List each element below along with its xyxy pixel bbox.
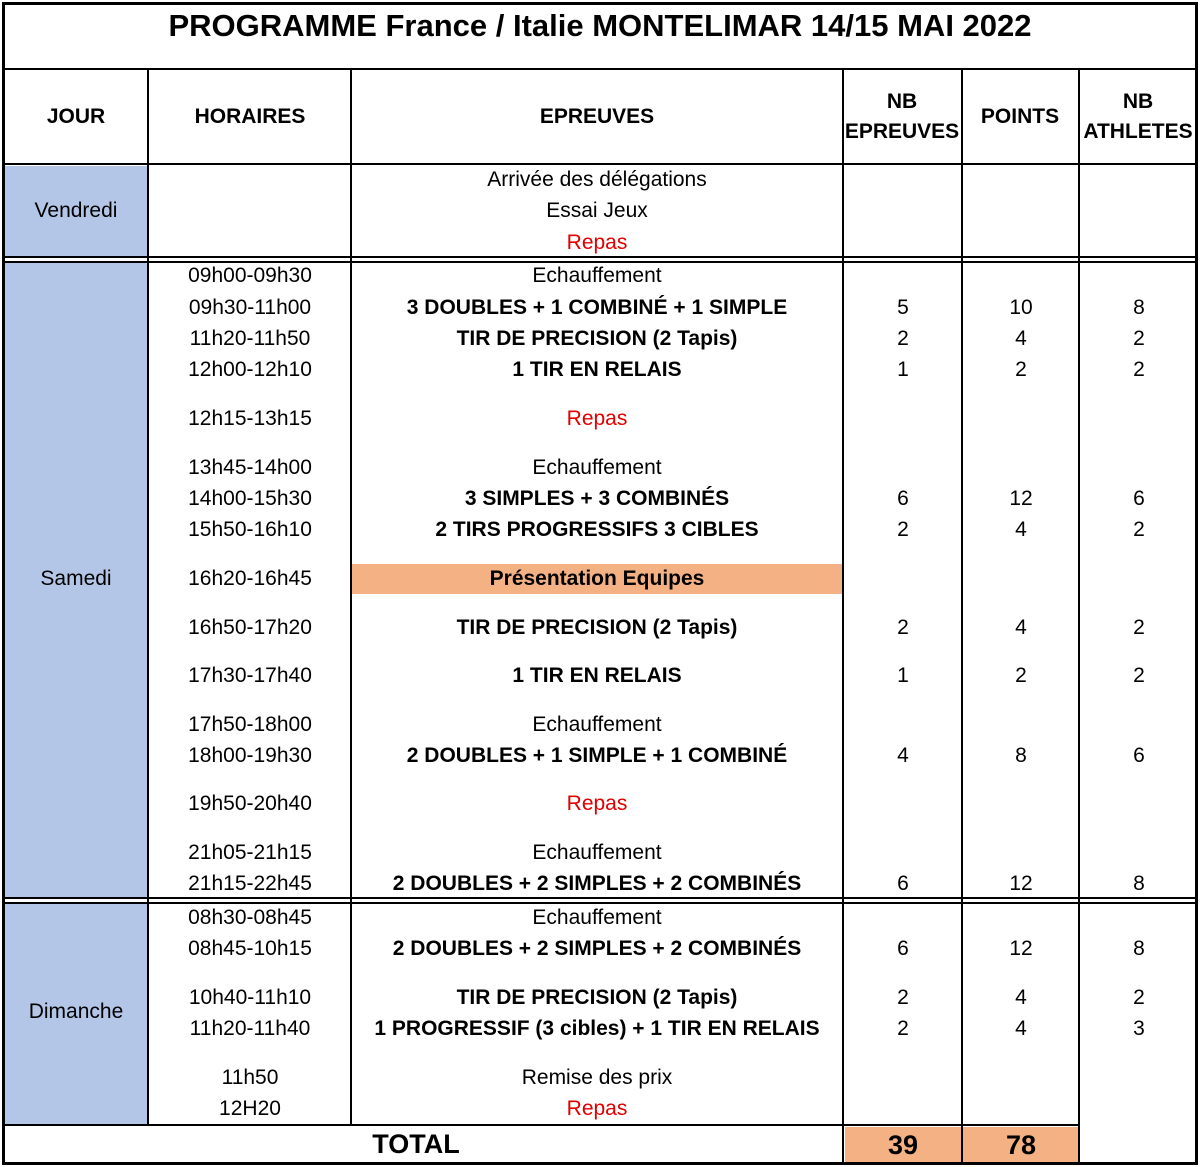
row-points: 4: [1015, 327, 1027, 350]
row-time: 17h50-18h00: [188, 713, 312, 736]
row-time: 15h50-16h10: [188, 518, 312, 541]
col-line-5: [1078, 69, 1080, 1165]
row-points: 4: [1015, 1017, 1027, 1040]
row-nb-athletes: 6: [1133, 487, 1145, 510]
row-nb-athletes: 2: [1133, 518, 1145, 541]
row-event: Arrivée des délégations: [487, 168, 707, 191]
header-epreuves: EPREUVES: [539, 105, 655, 128]
row-event: 1 TIR EN RELAIS: [512, 358, 682, 381]
row-event: Présentation Equipes: [489, 567, 705, 590]
row-time: 13h45-14h00: [188, 456, 312, 479]
row-nb-epreuves: 2: [897, 986, 909, 1009]
row-points: 2: [1015, 664, 1027, 687]
row-nb-epreuves: 2: [897, 518, 909, 541]
row-nb-athletes: 2: [1133, 327, 1145, 350]
title-separator: [2, 68, 1198, 70]
vendredi-separator-1: [2, 256, 1198, 258]
row-event: Echauffement: [532, 906, 662, 929]
row-event: Echauffement: [532, 713, 662, 736]
border-left: [2, 2, 5, 1165]
row-event: 1 PROGRESSIF (3 cibles) + 1 TIR EN RELAIS: [374, 1017, 820, 1040]
header-nb-epreuves-line1: NB: [886, 90, 918, 113]
row-points: 12: [1009, 872, 1033, 895]
day-label-vendredi: Vendredi: [34, 199, 118, 222]
row-event: 2 DOUBLES + 1 SIMPLE + 1 COMBINÉ: [406, 744, 788, 767]
row-time: 16h50-17h20: [188, 616, 312, 639]
row-time: 17h30-17h40: [188, 664, 312, 687]
row-points: 10: [1009, 296, 1033, 319]
day-label-dimanche: Dimanche: [28, 1000, 124, 1023]
row-time: 12h00-12h10: [188, 358, 312, 381]
row-nb-athletes: 2: [1133, 358, 1145, 381]
row-nb-athletes: 8: [1133, 937, 1145, 960]
row-nb-athletes: 2: [1133, 664, 1145, 687]
col-line-4: [961, 69, 963, 1165]
row-event: TIR DE PRECISION (2 Tapis): [456, 616, 738, 639]
row-nb-epreuves: 6: [897, 487, 909, 510]
header-horaires: HORAIRES: [194, 105, 306, 128]
row-points: 8: [1015, 744, 1027, 767]
row-event: Repas: [566, 1097, 628, 1120]
vendredi-separator-2: [2, 261, 1198, 263]
border-right: [1195, 2, 1198, 1165]
total-separator: [2, 1124, 1080, 1126]
header-separator: [2, 163, 1198, 165]
row-time: 08h45-10h15: [188, 937, 312, 960]
row-event: TIR DE PRECISION (2 Tapis): [456, 986, 738, 1009]
header-jour: JOUR: [46, 105, 106, 128]
row-time: 21h05-21h15: [188, 841, 312, 864]
row-nb-athletes: 6: [1133, 744, 1145, 767]
row-points: 12: [1009, 487, 1033, 510]
row-points: 4: [1015, 616, 1027, 639]
row-nb-epreuves: 1: [897, 664, 909, 687]
row-event: Repas: [566, 407, 628, 430]
border-top: [2, 2, 1198, 5]
col-line-2: [350, 69, 352, 1126]
row-time: 14h00-15h30: [188, 487, 312, 510]
total-points: 78: [1005, 1130, 1037, 1160]
row-event: Repas: [566, 792, 628, 815]
row-event: 2 DOUBLES + 2 SIMPLES + 2 COMBINÉS: [392, 872, 802, 895]
page-title: PROGRAMME France / Italie MONTELIMAR 14/15 MAI 2022: [168, 8, 1032, 43]
row-time: 10h40-11h10: [188, 986, 312, 1009]
border-bottom: [2, 1162, 1198, 1165]
day-label-samedi: Samedi: [40, 567, 112, 590]
row-event: 3 SIMPLES + 3 COMBINÉS: [464, 487, 730, 510]
row-time: 11h50: [221, 1066, 279, 1089]
row-nb-epreuves: 2: [897, 327, 909, 350]
header-points: POINTS: [980, 105, 1060, 128]
row-event: Remise des prix: [521, 1066, 673, 1089]
row-event: Essai Jeux: [546, 199, 648, 222]
col-line-3: [842, 69, 844, 1165]
header-nb-athletes-line2: ATHLETES: [1083, 120, 1193, 143]
row-nb-athletes: 3: [1133, 1017, 1145, 1040]
row-time: 16h20-16h45: [188, 567, 312, 590]
row-event: Echauffement: [532, 841, 662, 864]
row-time: 12H20: [219, 1097, 281, 1120]
row-time: 21h15-22h45: [188, 872, 312, 895]
row-nb-athletes: 8: [1133, 296, 1145, 319]
row-time: 11h20-11h50: [189, 327, 311, 350]
row-nb-athletes: 2: [1133, 616, 1145, 639]
header-nb-athletes-line1: NB: [1122, 90, 1154, 113]
row-nb-epreuves: 6: [897, 937, 909, 960]
row-points: 2: [1015, 358, 1027, 381]
row-points: 4: [1015, 986, 1027, 1009]
total-nb-epreuves: 39: [887, 1130, 919, 1160]
row-event: Echauffement: [532, 456, 662, 479]
row-nb-epreuves: 4: [897, 744, 909, 767]
row-nb-athletes: 8: [1133, 872, 1145, 895]
row-event: TIR DE PRECISION (2 Tapis): [456, 327, 738, 350]
row-nb-epreuves: 2: [897, 616, 909, 639]
row-event: 2 DOUBLES + 2 SIMPLES + 2 COMBINÉS: [392, 937, 802, 960]
row-nb-epreuves: 6: [897, 872, 909, 895]
row-time: 12h15-13h15: [188, 407, 312, 430]
row-event: 2 TIRS PROGRESSIFS 3 CIBLES: [435, 518, 759, 541]
row-event: Echauffement: [532, 264, 662, 287]
row-time: 11h20-11h40: [189, 1017, 311, 1040]
row-time: 09h30-11h00: [188, 296, 312, 319]
row-event: 1 TIR EN RELAIS: [512, 664, 682, 687]
row-event: Repas: [566, 231, 628, 254]
row-time: 19h50-20h40: [188, 792, 312, 815]
total-label: TOTAL: [372, 1129, 460, 1159]
row-nb-epreuves: 2: [897, 1017, 909, 1040]
samedi-separator-1: [2, 897, 1198, 899]
row-nb-athletes: 2: [1133, 986, 1145, 1009]
row-nb-epreuves: 5: [897, 296, 909, 319]
row-time: 08h30-08h45: [188, 906, 312, 929]
col-line-1: [147, 69, 149, 1126]
row-points: 4: [1015, 518, 1027, 541]
header-nb-epreuves-line2: EPREUVES: [844, 120, 960, 143]
row-time: 18h00-19h30: [188, 744, 312, 767]
row-nb-epreuves: 1: [897, 358, 909, 381]
samedi-separator-2: [2, 902, 1198, 904]
row-event: 3 DOUBLES + 1 COMBINÉ + 1 SIMPLE: [406, 296, 788, 319]
row-points: 12: [1009, 937, 1033, 960]
row-time: 09h00-09h30: [188, 264, 312, 287]
